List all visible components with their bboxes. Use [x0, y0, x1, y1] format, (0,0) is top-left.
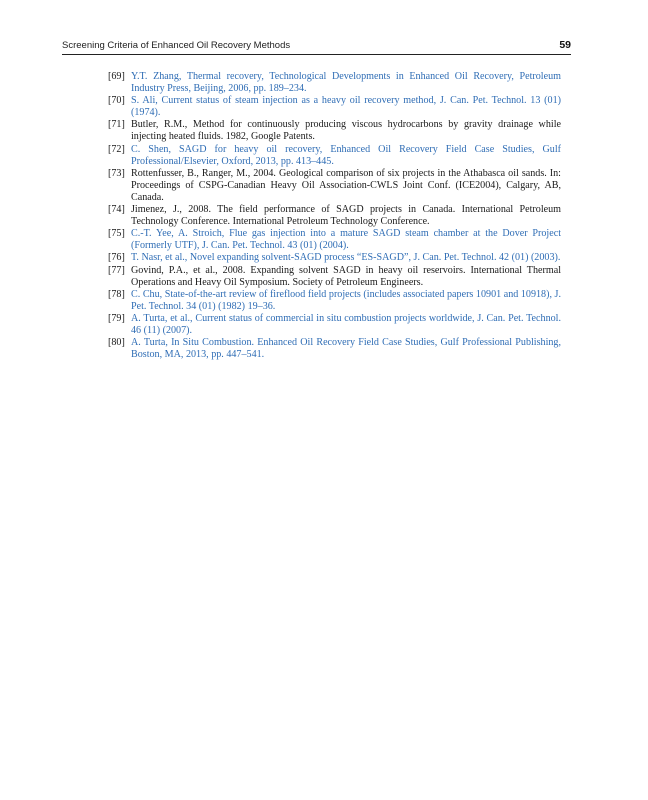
- reference-number: [72]: [108, 143, 125, 155]
- running-header-title: Screening Criteria of Enhanced Oil Recovery Methods: [62, 40, 291, 51]
- reference-link[interactable]: C. Chu, State-of-the-art review of fireflood field projects (includes associated papers 10901 and 10918), J. Pet. Technol. 34 (01) (1982) 19–36.: [131, 288, 561, 312]
- reference-number: [73]: [108, 167, 125, 179]
- reference-list: [102, 71, 561, 361]
- running-header: [62, 40, 571, 55]
- reference-number: [77]: [108, 264, 125, 276]
- reference-item: [102, 95, 561, 119]
- reference-text: Butler, R.M., Method for continuously producing viscous hydrocarbons by gravity drainage while injecting heated fluids. 1982, Google Patents.: [131, 119, 561, 143]
- reference-number: [71]: [108, 119, 125, 131]
- reference-item: [102, 337, 561, 361]
- reference-text: Jimenez, J., 2008. The field performance of SAGD projects in Canada. International Petroleum Technology Conference. International Petroleum Technology Conference.: [131, 203, 561, 227]
- reference-number: [69]: [108, 71, 125, 82]
- reference-item: [102, 289, 561, 313]
- reference-link[interactable]: Y.T. Zhang, Thermal recovery, Technological Developments in Enhanced Oil Recovery, Petroleum Industry Press, Beijing, 2006, pp. 189–234.: [131, 71, 561, 94]
- reference-number: [74]: [108, 203, 125, 215]
- reference-number: [76]: [108, 252, 125, 264]
- reference-text: Govind, P.A., et al., 2008. Expanding solvent SAGD in heavy oil reservoirs. International Thermal Operations and Heavy Oil Symposium. Society of Petroleum Engineers.: [131, 264, 561, 288]
- reference-link[interactable]: T. Nasr, et al., Novel expanding solvent-SAGD process “ES-SAGD”, J. Can. Pet. Technol. 42 (01) (2003).: [131, 252, 561, 264]
- reference-number: [79]: [108, 313, 125, 325]
- reference-link[interactable]: S. Ali, Current status of steam injection as a heavy oil recovery method, J. Can. Pet. Technol. 13 (01) (1974).: [131, 95, 561, 119]
- reference-item: [102, 168, 561, 204]
- reference-number: [80]: [108, 337, 125, 349]
- reference-text: Rottenfusser, B., Ranger, M., 2004. Geological comparison of six projects in the Athabasca oil sands. In: Proceedings of CSPG-Canadian Heavy Oil Association-CWLS Joint Conf. (ICE2004), Calgary, AB, Canada.: [131, 167, 561, 203]
- reference-link[interactable]: C. Shen, SAGD for heavy oil recovery, Enhanced Oil Recovery Field Case Studies, Gulf Professional/Elsevier, Oxford, 2013, pp. 413–445.: [131, 143, 561, 167]
- reference-item: [102, 71, 561, 95]
- reference-item: [102, 119, 561, 143]
- reference-item: [102, 313, 561, 337]
- reference-number: [70]: [108, 95, 125, 107]
- reference-item: [102, 204, 561, 228]
- reference-item: [102, 228, 561, 252]
- reference-link[interactable]: A. Turta, et al., Current status of commercial in situ combustion projects worldwide, J. Can. Pet. Technol. 46 (11) (2007).: [131, 313, 561, 336]
- reference-number: [78]: [108, 288, 125, 300]
- reference-item: [102, 144, 561, 168]
- reference-link[interactable]: A. Turta, In Situ Combustion. Enhanced Oil Recovery Field Case Studies, Gulf Professional Publishing, Boston, MA, 2013, pp. 447–541.: [131, 337, 561, 361]
- reference-item: [102, 252, 561, 264]
- page-number: 59: [559, 39, 571, 51]
- reference-item: [102, 265, 561, 289]
- reference-link[interactable]: C.-T. Yee, A. Stroich, Flue gas injection into a mature SAGD steam chamber at the Dover Project (Formerly UTF), J. Can. Pet. Technol. 43 (01) (2004).: [131, 228, 561, 252]
- reference-number: [75]: [108, 228, 125, 240]
